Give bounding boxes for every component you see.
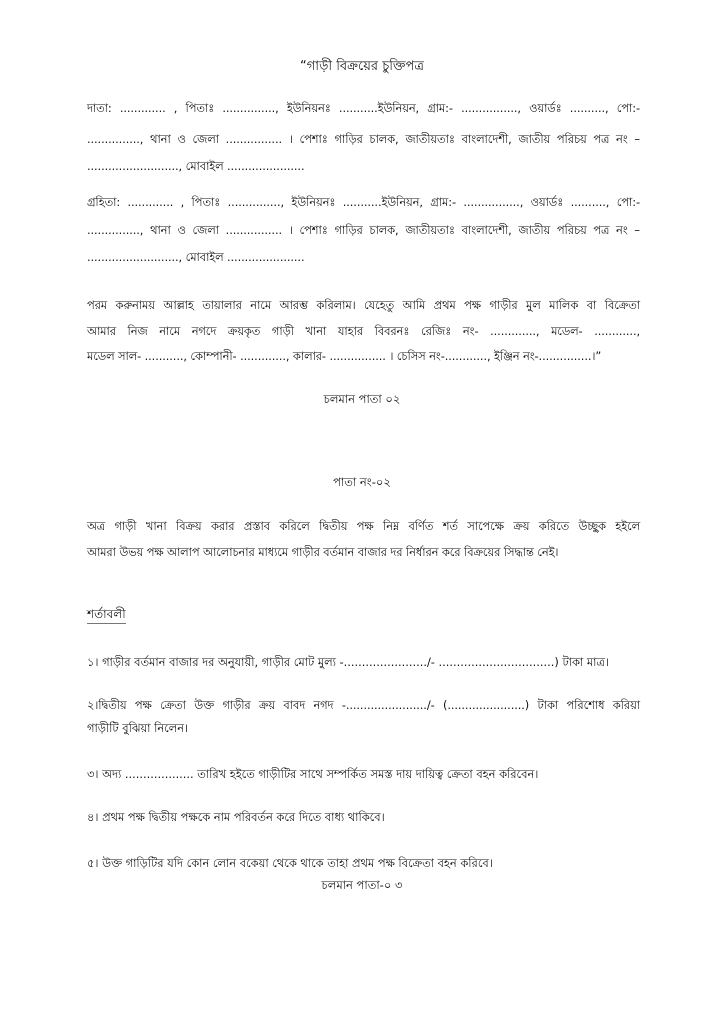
term-5: ৫। উক্ত গাড়িটির যদি কোন লোন বকেয়া থেকে থাকে তাহা প্রথম পক্ষ বিক্রেতা বহন করিবে। [87, 856, 493, 870]
buyer-line-3: .........................., মোবাইল ...................... [87, 250, 305, 264]
seller-line-1: দাতা: ............. , পিতাঃ ..............., ইউনিয়নঃ ...........ইউনিয়ন, গ্রাম:- ................, ওয়ার্ডঃ .........., পো:- [87, 101, 640, 115]
term-4: ৪। প্রথম পক্ষ দ্বিতীয় পক্ষকে নাম পরিবর্তন করে দিতে বাধ্য থাকিবে। [87, 810, 385, 824]
terms-heading: শর্তাবলী [87, 607, 126, 624]
term-3: ৩। অদ্য ................... তারিখ হইতে গাড়ীটির সাথে সম্পর্কিত সমস্ত দায় দায়িত্ব ক্রেতা বহন করিবেন। [87, 767, 539, 781]
buyer-line-1: গ্রহিতা: ............. , পিতাঃ ..............., ইউনিয়নঃ ...........ইউনিয়ন, গ্রাম:- ................, ওয়ার্ডঃ .........., পো:- [87, 195, 640, 209]
term-2-line-2: গাড়ীটি বুঝিয়া নিলেন। [87, 721, 189, 735]
intro-line-1: পরম করুনাময় আল্লাহ তায়ালার নামে আরম্ভ করিলাম। যেহেতু আমি প্রথম পক্ষ গাড়ীর মুল মালিক বা বিক্রেতা [87, 298, 640, 312]
term-2-line-1: ২।দ্বিতীয় পক্ষ ক্রেতা উক্ত গাড়ীর ক্রয় বাবদ নগদ -......................./- (......................) টাকা পরিশোধ করিয়া [87, 698, 640, 712]
intro-line-3: মডেল সাল- ..........., কোম্পানী- ............., কালার- ................ । চেসিস নং-............, ইঞ্জিন নং-...............।” [87, 349, 602, 363]
continuation-note-1: চলমান পাতা ০২ [323, 392, 401, 406]
term-1: ১। গাড়ীর বর্তমান বাজার দর অনুযায়ী, গাড়ীর মোট মুল্য -......................./- ................................) টাকা মাত্র। [87, 655, 609, 669]
document-title: “গাড়ী বিক্রয়ের চুক্তিপত্র [300, 59, 424, 74]
intro-line-2: আমার নিজ নামে নগদে ক্রয়কৃত গাড়ী খানা যাহার বিবরনঃ রেজিঃ নং- ............., মডেল- ............, [87, 324, 640, 338]
continuation-note-2: চলমান পাতা-০ ৩ [321, 878, 403, 892]
second-paragraph-line-1: অত্র গাড়ী খানা বিক্রয় করার প্রস্তাব করিলে দ্বিতীয় পক্ষ নিম্ন বর্ণিত শর্ত সাপেক্ষে ক্রয় করিতে উচ্ছুক হইলে [87, 519, 640, 533]
seller-line-3: .........................., মোবাইল ...................... [87, 159, 305, 173]
second-paragraph-line-2: আমরা উভয় পক্ষ আলাপ আলোচনার মাধ্যমে গাড়ীর বর্তমান বাজার দর নির্ধারন করে বিক্রয়ের সিদ্ধান্ত নেই। [87, 545, 559, 559]
page-number-label: পাতা নং-০২ [333, 475, 391, 489]
buyer-line-2: ..............., থানা ও জেলা ................ । পেশাঃ গাড়ির চালক, জাতীয়তাঃ বাংলাদেশী, জাতীয় পরিচয় পত্র নং – [87, 223, 640, 237]
seller-line-2: ..............., থানা ও জেলা ................ । পেশাঃ গাড়ির চালক, জাতীয়তাঃ বাংলাদেশী, জাতীয় পরিচয় পত্র নং – [87, 132, 640, 146]
